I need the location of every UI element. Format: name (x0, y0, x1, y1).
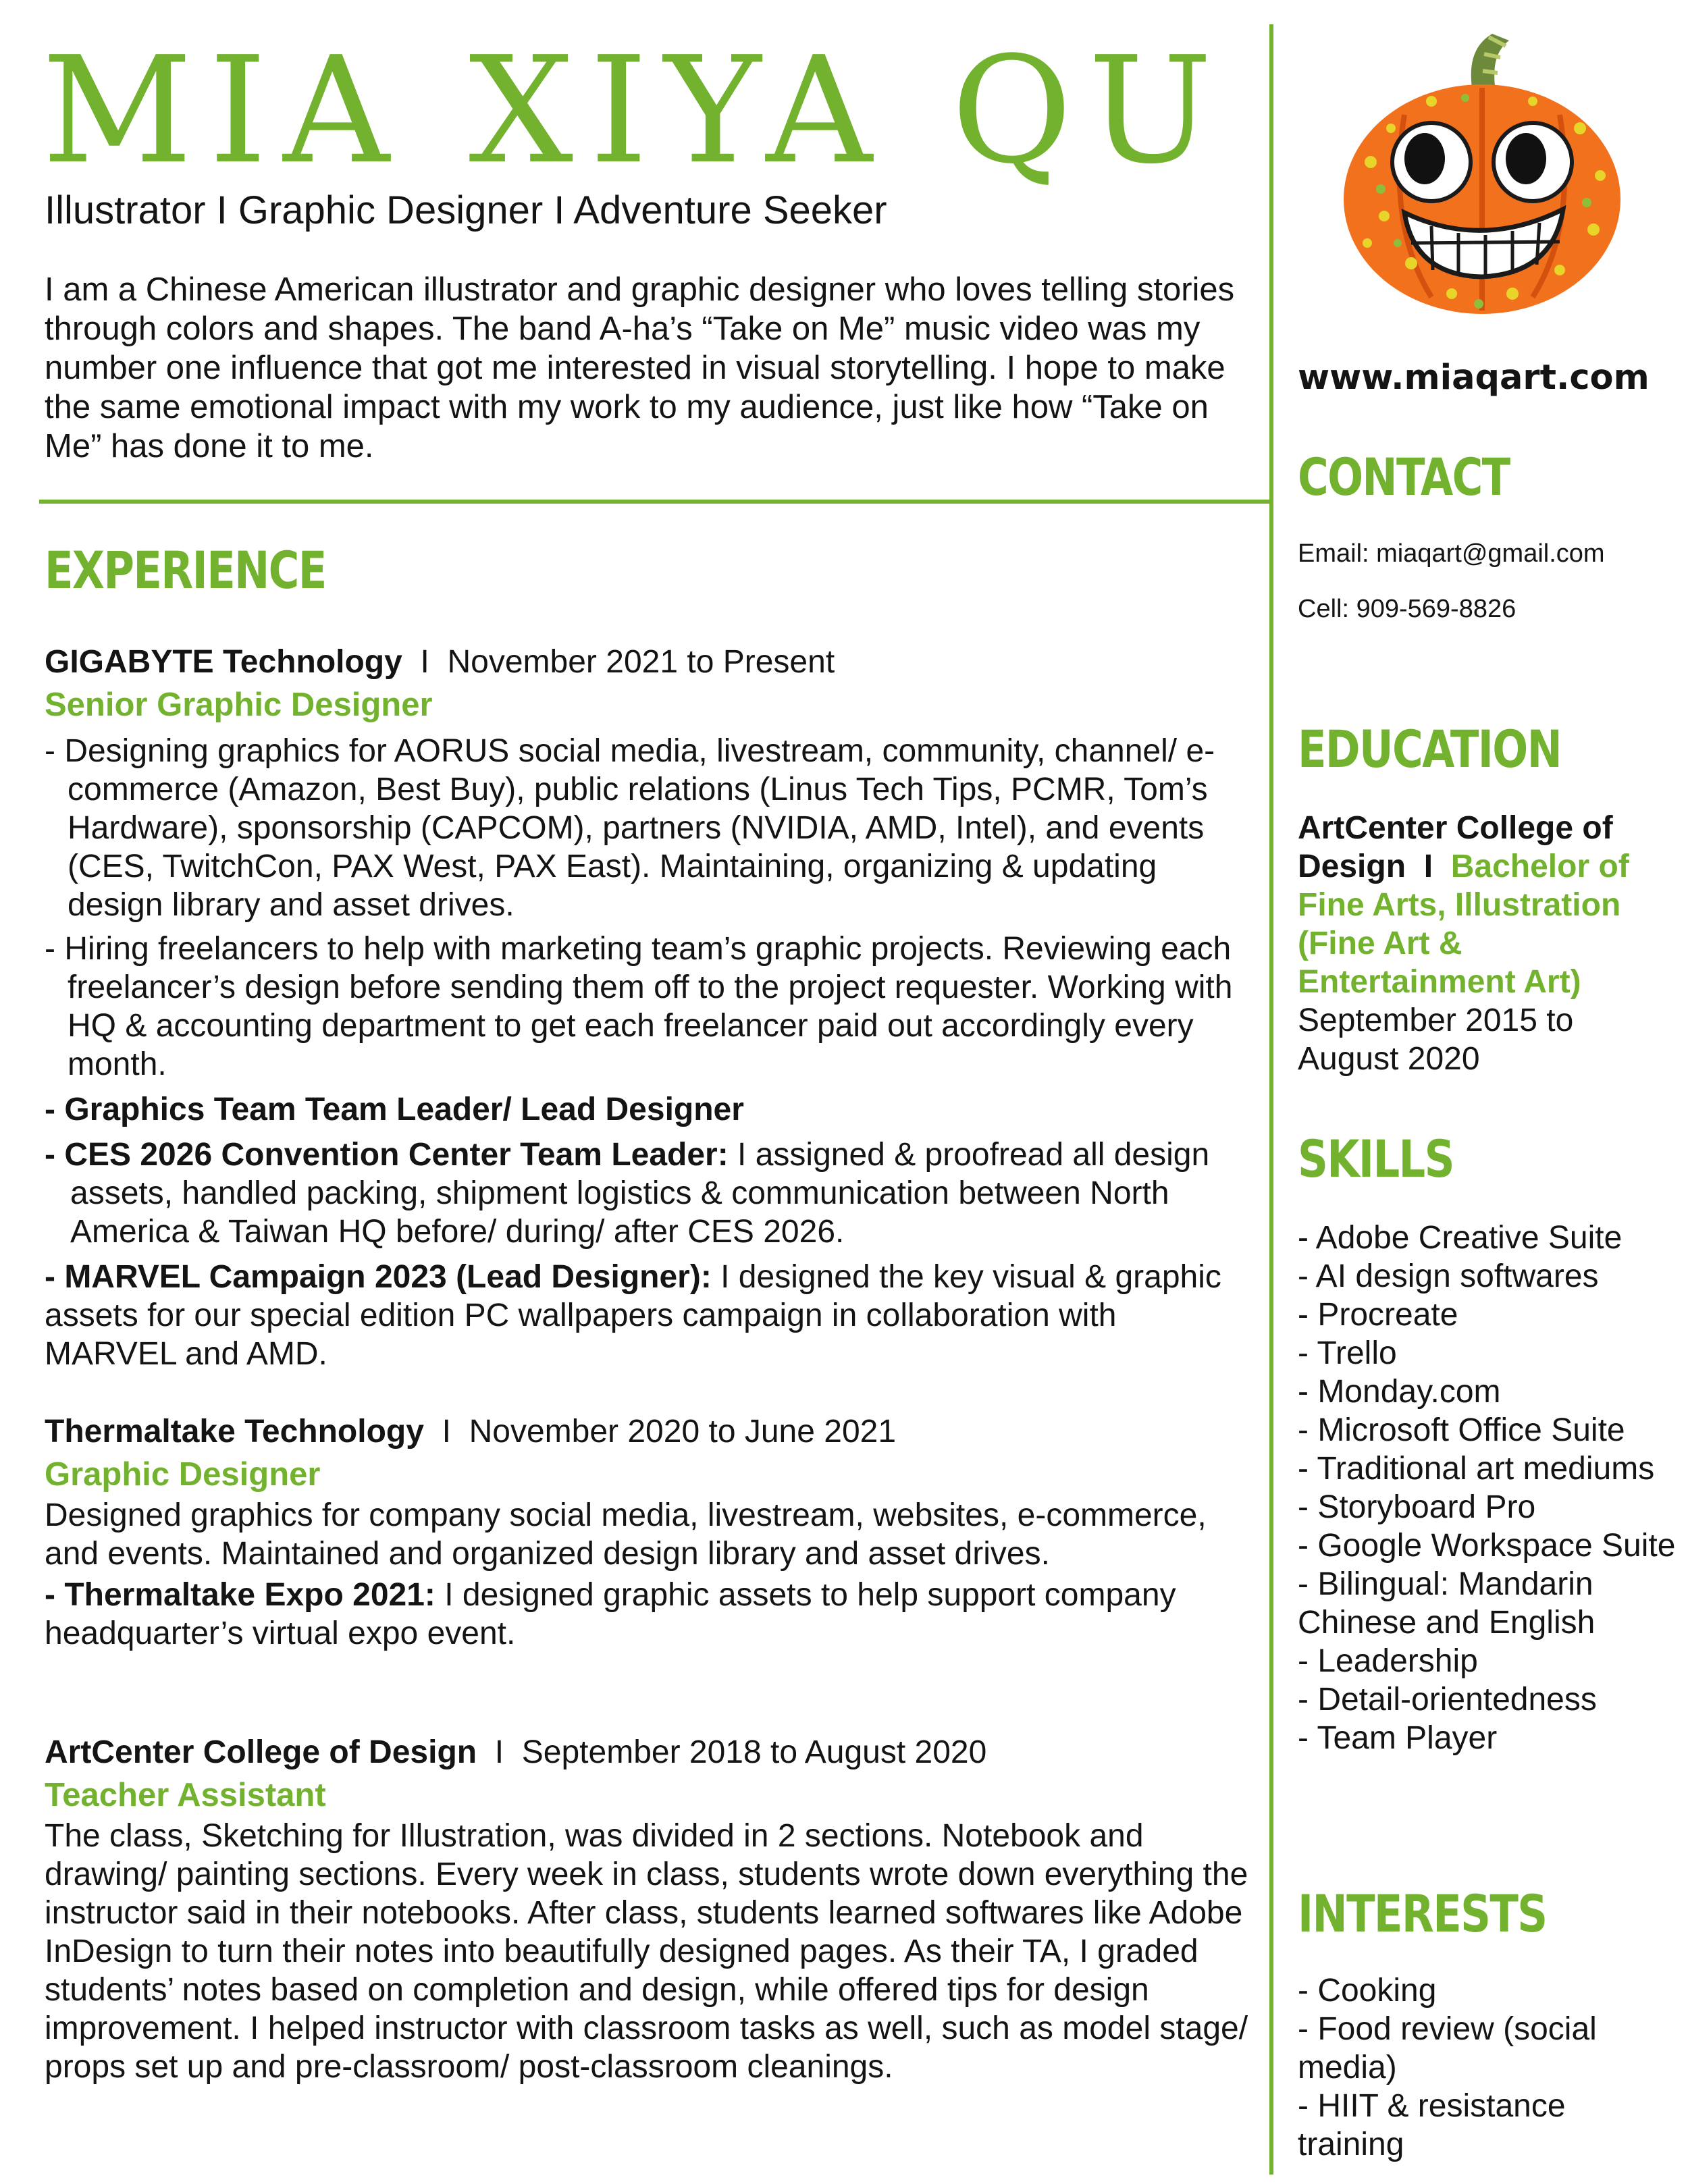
company-name: ArtCenter College of Design (45, 1734, 477, 1770)
company-name: GIGABYTE Technology (45, 644, 402, 680)
skill-item: - Leadership (1298, 1643, 1478, 1679)
skill-item: - AI design softwares (1298, 1258, 1599, 1294)
skills-list (1298, 1219, 1676, 1757)
skill-item: - Monday.com (1298, 1374, 1501, 1410)
job-dates: November 2021 to Present (447, 644, 835, 680)
website-link[interactable]: www.miaqart.com (1298, 358, 1650, 398)
job-bullet (45, 1136, 1257, 1251)
separator: I (423, 1414, 469, 1449)
job-dates: September 2018 to August 2020 (521, 1734, 987, 1770)
contact-block (1298, 537, 1676, 626)
pumpkin-icon (1330, 27, 1634, 317)
bullet-text: I assigned & proofread all design assets, handled packing, shipment logistics & communication between North America & Taiwan HQ before/ during/ after CES 2026. (70, 1137, 1210, 1250)
interests-list (1298, 1971, 1676, 2164)
job-thermaltake (45, 1411, 1257, 1653)
job-bullet: - Designing graphics for AORUS social media, livestream, community, channel/ e-commerce (Amazon, Best Buy), public relations (Linus Tech Tips, PCMR, Tom’s Hardware), sponsorship (CAPCOM), partners (NVIDIA, AMD, Intel), and events (CES, TwitchCon, PAX West, PAX East). Maintaining, organizing & updating design library and asset drives. (45, 733, 1215, 923)
job-header (45, 1411, 1257, 1453)
education-block (1298, 809, 1676, 1078)
tagline: Illustrator I Graphic Designer I Adventure Seeker (45, 188, 887, 232)
degree-name: Bachelor of Fine Arts, Illustration (Fine Art & Entertainment Art) (1298, 849, 1629, 1000)
skills-heading: SKILLS (1298, 1129, 1454, 1189)
header-divider (39, 500, 1269, 504)
education-heading: EDUCATION (1298, 719, 1562, 779)
contact-heading: CONTACT (1298, 447, 1510, 507)
job-bullet (45, 1090, 1257, 1129)
job-highlight (45, 1576, 1257, 1653)
column-divider (1269, 24, 1273, 2175)
skill-item: - Adobe Creative Suite (1298, 1220, 1623, 1256)
separator: I (1406, 849, 1451, 884)
bullet-bold: - Graphics Team Team Leader/ Lead Designer (45, 1092, 744, 1127)
highlight-bold: - Thermaltake Expo 2021: (45, 1577, 436, 1613)
skill-item: - Storyboard Pro (1298, 1489, 1536, 1525)
email-line[interactable]: Email: miaqart@gmail.com (1298, 539, 1605, 568)
highlight-text: I designed the key visual & graphic assets for our special edition PC wallpapers campaign in collaboration with MARVEL and AMD. (45, 1259, 1221, 1372)
intro-paragraph: I am a Chinese American illustrator and graphic designer who loves telling stories through colors and shapes. The band A-ha’s “Take on Me” music video was my number one influence that got me interested in visual storytelling. I hope to make the same emotional impact with my work to my audience, just like how “Take on Me” has done it to me. (45, 271, 1235, 464)
job-highlight (45, 1258, 1257, 1373)
job-artcenter (45, 1732, 1257, 2086)
interests-heading: INTERESTS (1298, 1884, 1547, 1944)
skill-item: - Google Workspace Suite (1298, 1528, 1676, 1564)
interest-item: - Cooking (1298, 1973, 1437, 2008)
job-description: The class, Sketching for Illustration, was divided in 2 sections. Notebook and drawing/ painting sections. Every week in class, students wrote down everything the instructor said in their notebooks. After class, students learned softwares like Adobe InDesign to turn their notes into beautifully designed pages. As their TA, I graded students’ notes based on completion and design, while offered tips for design improvement. I helped instructor with classroom tasks as well, such as model stage/ props set up and pre-classroom/ post-classroom cleanings. (45, 1818, 1248, 2085)
interest-item: - HIIT & resistance training (1298, 2088, 1566, 2162)
company-name: Thermaltake Technology (45, 1414, 424, 1449)
experience-heading: EXPERIENCE (45, 540, 326, 600)
job-dates: November 2020 to June 2021 (469, 1414, 897, 1449)
separator: I (477, 1734, 522, 1770)
skill-item: - Traditional art mediums (1298, 1451, 1655, 1487)
job-role: Teacher Assistant (45, 1777, 326, 1813)
school-name: ArtCenter College of Design (1298, 810, 1613, 884)
job-description: Designed graphics for company social media, livestream, websites, e-commerce, and events. Maintained and organized design library and asset drives. (45, 1497, 1207, 1572)
cell-line: Cell: 909-569-8826 (1298, 595, 1516, 623)
name-title: MIA XIYA QU (42, 26, 1229, 196)
skill-item: - Trello (1298, 1335, 1397, 1371)
skill-item: - Detail-orientedness (1298, 1682, 1597, 1717)
job-header (45, 641, 1257, 683)
bullet-bold: - CES 2026 Convention Center Team Leader: (45, 1137, 729, 1173)
job-role: Senior Graphic Designer (45, 687, 433, 723)
education-dates: September 2015 to August 2020 (1298, 1003, 1574, 1077)
skill-item: - Team Player (1298, 1720, 1498, 1756)
separator: I (402, 644, 448, 680)
skill-item: - Bilingual: Mandarin Chinese and English (1298, 1566, 1595, 1641)
highlight-bold: - MARVEL Campaign 2023 (Lead Designer): (45, 1259, 712, 1295)
job-header (45, 1732, 1257, 1774)
skill-item: - Procreate (1298, 1297, 1458, 1333)
highlight-text: I designed graphic assets to help support company headquarter’s virtual expo event. (45, 1577, 1176, 1651)
job-role: Graphic Designer (45, 1456, 321, 1493)
skill-item: - Microsoft Office Suite (1298, 1412, 1625, 1448)
interest-item: - Food review (social media) (1298, 2011, 1597, 2085)
job-bullet: - Hiring freelancers to help with marketing team’s graphic projects. Reviewing each freelancer’s design before sending them off to the project requester. Working with HQ & accounting department to get each freelancer paid out accordingly every month. (45, 931, 1233, 1082)
job-gigabyte (45, 641, 1257, 1373)
education-entry (1298, 809, 1676, 1001)
